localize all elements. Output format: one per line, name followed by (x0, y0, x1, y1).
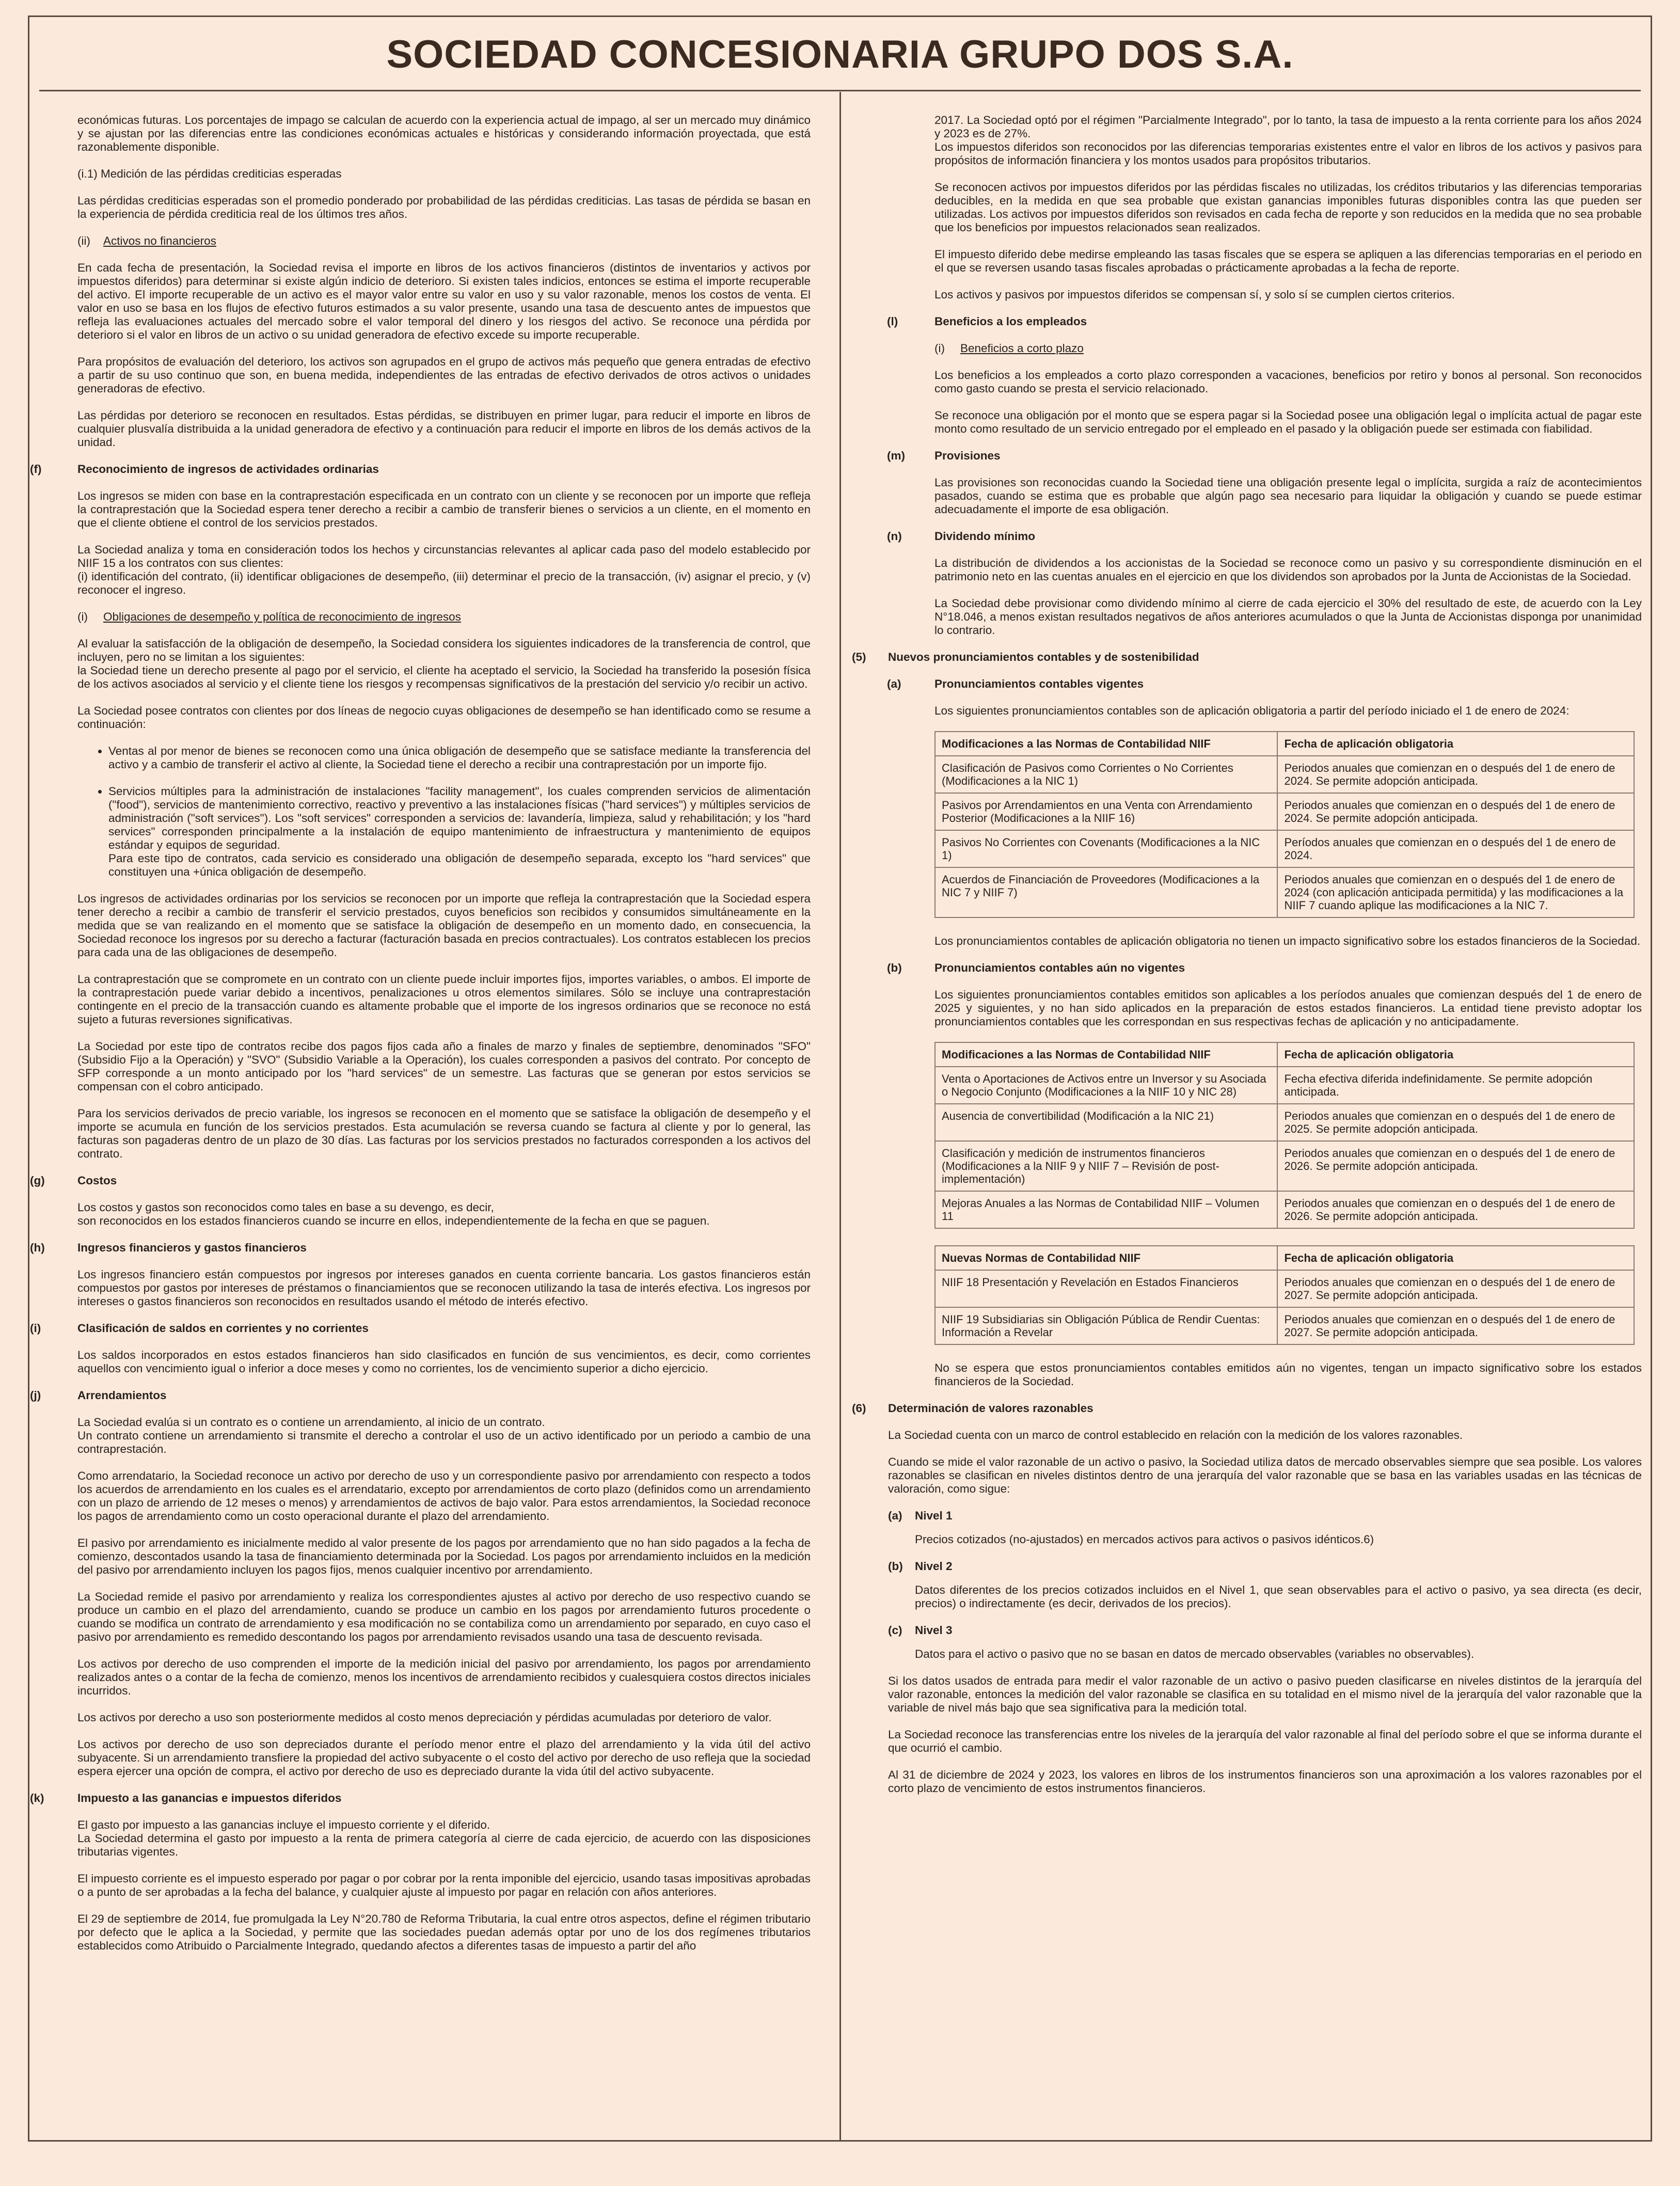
paragraph: Los pronunciamientos contables de aplicación obligatoria no tienen un impacto significativo sobre los estados financieros de la Sociedad. (934, 934, 1641, 947)
paragraph: Los siguientes pronunciamientos contables son de aplicación obligatoria a partir del período iniciado el 1 de enero de 2024: (934, 704, 1570, 717)
paragraph: Al 31 de diciembre de 2024 y 2023, los valores en libros de los instrumentos financieros son una aproximación a los valores razonables por el corto plazo de vencimiento de estos instrumentos financieros. (888, 1768, 1642, 1795)
section-heading-j (30, 1389, 811, 1402)
section-heading-i (30, 1322, 811, 1335)
level-label: (a) (888, 1509, 902, 1522)
level-3-heading (888, 1624, 1642, 1637)
section-title: Ingresos financieros y gastos financieros (77, 1241, 307, 1254)
paragraph: Los activos y pasivos por impuestos diferidos se compensan sí, y solo sí se cumplen ciertos criterios. (934, 288, 1455, 301)
section-title: Pronunciamientos contables vigentes (934, 677, 1144, 690)
table-row (935, 1270, 1634, 1307)
table-row (935, 867, 1634, 917)
paragraph (77, 637, 811, 691)
section-label: (5) (852, 651, 866, 663)
paragraph (77, 1201, 811, 1228)
section-title: Beneficios a los empleados (934, 315, 1087, 328)
paragraph: La Sociedad cuenta con un marco de control establecido en relación con la medición de los valores razonables. (888, 1429, 1463, 1442)
paragraph-line: Un contrato contiene un arrendamiento si transmite el derecho a controlar el uso de un activo identificado por un periodo a cambio de una contraprestación. (77, 1429, 811, 1455)
table-new-standards (934, 1245, 1635, 1345)
level-2-heading (888, 1560, 1642, 1573)
paragraph-line: 2017. La Sociedad optó por el régimen "Parcialmente Integrado", por lo tanto, la tasa de impuesto a la renta corriente para los años 2024 y 2023 es de 27%. (934, 114, 1642, 140)
page-title: SOCIEDAD CONCESIONARIA GRUPO DOS S.A. (386, 33, 1294, 76)
table-row (935, 1191, 1634, 1228)
paragraph (77, 1818, 811, 1859)
subheading: (i.1) Medición de las pérdidas crediticias esperadas (77, 167, 342, 180)
paragraph-line: Los impuestos diferidos son reconocidos por las diferencias temporarias existentes entre el valor en libros de los activos y pasivos para propósitos de información financiera y los montos usados para propósitos tributarios. (934, 140, 1642, 167)
table-row (935, 1104, 1634, 1141)
section-label: (a) (887, 677, 901, 690)
left-column (30, 114, 811, 1966)
table-cell: Fecha efectiva diferida indefinidamente. Se permite adopción anticipada. (1277, 1067, 1634, 1104)
section-heading-k (30, 1792, 811, 1805)
subheading-text: Activos no financieros (103, 234, 216, 247)
table-row (935, 793, 1634, 830)
section-label: (b) (887, 961, 902, 974)
section-heading-b (887, 961, 1642, 975)
paragraph-line: Al evaluar la satisfacción de la obligación de desempeño, la Sociedad considera los siguientes indicadores de la transferencia de control, que incluyen, pero no se limitan a los siguientes: (77, 637, 811, 663)
paragraph: Los activos por derecho de uso comprenden el importe de la medición inicial del pasivo por arrendamiento, los pagos por arrendamiento realizados antes o a contar de la fecha de comienzo, menos los incentivos de arrendamiento recibidos y cualesquiera costos directos iniciales incurridos. (77, 1657, 811, 1697)
bullet-list (77, 744, 811, 879)
paragraph-line: La Sociedad evalúa si un contrato es o contiene un arrendamiento, al inicio de un contrato. (77, 1416, 545, 1429)
table-cell: Periodos anuales que comienzan en o después del 1 de enero de 2027. Se permite adopción anticipada. (1277, 1270, 1634, 1307)
paragraph: La Sociedad debe provisionar como dividendo mínimo al cierre de cada ejercicio el 30% del resultado de este, de acuerdo con la Ley N°18.046, a menos existan resultados negativos de años anteriores acumulados o que la Junta de Accionistas disponga por unanimidad lo contrario. (934, 597, 1642, 637)
table-cell: Periodos anuales que comienzan en o después del 1 de enero de 2024 (con aplicación anticipada permitida) y las modificaciones a la NIIF 7 cuando aplique las modificaciones a la NIC 7. (1277, 867, 1634, 917)
section-label: (f) (30, 463, 42, 476)
section-label: (g) (30, 1174, 45, 1187)
list-item: • Ventas al por menor de bienes se reconocen como una única obligación de desempeño que se satisface mediante la transferencia del activo y a cambio de transferir el activo al cliente, la Sociedad tiene el derecho a recibir una contraprestación por un importe fijo. (108, 744, 811, 771)
section-title: Pronunciamientos contables aún no vigentes (934, 961, 1185, 974)
paragraph: económicas futuras. Los porcentajes de impago se calculan de acuerdo con la experiencia actual de impago, al ser un mercado muy dinámico y se ajustan por las diferencias entre las condiciones económicas actuales e históricas y considerando información proyectada, que está razonablemente disponible. (77, 114, 811, 153)
paragraph: El pasivo por arrendamiento es inicialmente medido al valor presente de los pagos por arrendamiento que no han sido pagados a la fecha de comienzo, descontados usando la tasa de financiamiento determinada por la Sociedad. Los pagos por arrendamiento incluidos en la medición del pasivo por arrendamiento incluyen los pagos fijos, menos cualquier incentivo por arrendamiento. (77, 1536, 811, 1576)
paragraph: Las provisiones son reconocidas cuando la Sociedad tiene una obligación presente legal o implícita, surgida a raíz de acontecimientos pasados, cuando se estima que es probable que algún pago sea necesario para liquidar la obligación y cuando se puede estimar adecuadamente el importe de esa obligación. (934, 476, 1642, 516)
paragraph: El impuesto corriente es el impuesto esperado por pagar o por cobrar por la renta imponible del ejercicio, usando tasas impositivas aprobadas o a punto de ser aprobadas a la fecha del balance, y cualquier ajuste al impuesto por pagar en relación con años anteriores. (77, 1872, 811, 1898)
table-row (935, 1067, 1634, 1104)
section-heading-n (887, 530, 1642, 543)
paragraph: En cada fecha de presentación, la Sociedad revisa el importe en libros de los activos financieros (distintos de inventarios y activos por impuestos diferidos) para determinar si existe algún indicio de deterioro. Si existen tales indicios, entonces se estima el importe recuperable del activo. El importe recuperable de un activo es el mayor valor entre su valor en uso y su valor razonable, menos los costos de venta. El valor en uso se basa en los flujos de efectivo futuros estimados a su valor presente, usando una tasa de descuento antes de impuestos que refleja las evaluaciones actuales del mercado sobre el valor temporal del dinero y los riesgos del activo. Se reconoce una pérdida por deterioro si el valor en libros de un activo o su unidad generadora de efectivo excede su importe recuperable. (77, 261, 811, 341)
section-title: Provisiones (934, 449, 1001, 462)
table-cell: Periodos anuales que comienzan en o después del 1 de enero de 2024. Se permite adopción anticipada. (1277, 793, 1634, 830)
table-upcoming-amendments (934, 1042, 1635, 1229)
paragraph: Se reconoce una obligación por el monto que se espera pagar si la Sociedad posee una obligación legal o implícita actual de pagar este monto como resultado de un servicio entregado por el empleado en el pasado y la obligación puede ser estimada con fiabilidad. (934, 409, 1642, 435)
table-row (935, 1307, 1634, 1344)
paragraph: Los ingresos financiero están compuestos por ingresos por intereses ganados en cuenta corriente bancaria. Los gastos financieros están compuestos por gastos por intereses de préstamos o financiamientos que se reconocen utilizando la tasa de interés efectiva. Los ingresos por intereses o gastos financieros son reconocidos en resultados usando el método de interés efectivo. (77, 1268, 811, 1308)
table-current-pronouncements (934, 731, 1635, 918)
paragraph-line: (i) identificación del contrato, (ii) identificar obligaciones de desempeño, (iii) determinar el precio de la transacción, (iv) asignar el precio, y (v) reconocer el ingreso. (77, 570, 811, 596)
table-cell: Periodos anuales que comienzan en o después del 1 de enero de 2026. Se permite adopción anticipada. (1277, 1141, 1634, 1191)
right-lower-block (852, 1429, 1642, 1795)
paragraph: Las pérdidas crediticias esperadas son el promedio ponderado por probabilidad de las pérdidas crediticias. Las tasas de pérdida se basan en la experiencia de pérdida crediticia real de los últimos tres años. (77, 194, 811, 220)
table-cell: Períodos anuales que comienzan en o después del 1 de enero de 2024. (1277, 830, 1634, 867)
table-header-row (935, 732, 1634, 756)
section-heading-l (887, 315, 1642, 328)
table-header-cell: Fecha de aplicación obligatoria (1277, 732, 1634, 756)
table-header-cell: Modificaciones a las Normas de Contabilidad NIIF (935, 732, 1277, 756)
section-label: (m) (887, 449, 905, 462)
level-label: (c) (888, 1624, 902, 1637)
level-title: Nivel 2 (915, 1560, 953, 1573)
paragraph-line: El gasto por impuesto a las ganancias incluye el impuesto corriente y el diferido. (77, 1818, 490, 1831)
subheading-text: Beneficios a corto plazo (960, 342, 1084, 355)
table-cell: Pasivos No Corrientes con Covenants (Modificaciones a la NIC 1) (935, 830, 1277, 867)
subheading-performance (77, 610, 811, 624)
right-column (852, 114, 1642, 1809)
table-header-cell: Fecha de aplicación obligatoria (1277, 1246, 1634, 1270)
list-item-text: Para este tipo de contratos, cada servicio es considerado una obligación de desempeño separada, excepto los "hard services" que constituyen una +única obligación de desempeño. (108, 852, 811, 878)
paragraph-line: La Sociedad determina el gasto por impuesto a la renta de primera categoría al cierre de cada ejercicio, de acuerdo con las disposiciones tributarias vigentes. (77, 1832, 811, 1858)
section-heading-h (30, 1241, 811, 1255)
paragraph: Como arrendatario, la Sociedad reconoce un activo por derecho de uso y un correspondiente pasivo por arrendamiento con respecto a todos los acuerdos de arrendamiento en los cuales es el arrendatario, excepto por arrendamientos de corto plazo (definidos como un arrendamiento con un plazo de arriendo de 12 meses o menos) y arrendamientos de activos de bajo valor. Para estos arrendamientos, la Sociedad reconoce los pagos de arrendamiento como un costo operacional durante el plazo del arrendamiento. (77, 1469, 811, 1523)
table-cell: Periodos anuales que comienzan en o después del 1 de enero de 2024. Se permite adopción anticipada. (1277, 756, 1634, 793)
table-cell: Periodos anuales que comienzan en o después del 1 de enero de 2025. Se permite adopción anticipada. (1277, 1104, 1634, 1141)
table-cell: Periodos anuales que comienzan en o después del 1 de enero de 2027. Se permite adopción anticipada. (1277, 1307, 1634, 1344)
table-row (935, 1141, 1634, 1191)
level-title: Nivel 1 (915, 1509, 953, 1522)
paragraph (77, 543, 811, 597)
paragraph-line: la Sociedad tiene un derecho presente al pago por el servicio, el cliente ha aceptado el servicio, la Sociedad ha transferido la posesión física de los activos asociados al servicio y el cliente tiene los riesgos y recompensas significativos de la prestación del servicio y/o recibir un activo. (77, 664, 811, 690)
paragraph: Los ingresos se miden con base en la contraprestación especificada en un contrato con un cliente y se reconocen por un importe que refleja la contraprestación que la Sociedad espera tener derecho a recibir a cambio de transferir bienes o servicios a un cliente, en el momento en que el cliente obtiene el control de los servicios prestados. (77, 489, 811, 529)
subheading-label: (i) (934, 342, 945, 355)
level-1-heading (888, 1509, 1642, 1523)
table-header-row (935, 1246, 1634, 1270)
section-heading-5 (852, 651, 1642, 664)
table-header-cell: Nuevas Normas de Contabilidad NIIF (935, 1246, 1277, 1270)
table-header-cell: Modificaciones a las Normas de Contabilidad NIIF (935, 1042, 1277, 1067)
paragraph: La distribución de dividendos a los accionistas de la Sociedad se reconoce como un pasivo y su correspondiente disminución en el patrimonio neto en las cuentas anuales en el ejercicio en que los dividendos son aprobados por la Junta de Accionistas de la Sociedad. (934, 557, 1642, 583)
paragraph: Se reconocen activos por impuestos diferidos por las pérdidas fiscales no utilizadas, los créditos tributarios y las diferencias temporarias deducibles, en la medida en que sea probable que existan ganancias imponibles futuras disponibles contra las que pueden ser utilizadas. Los activos por impuestos diferidos son revisados en cada fecha de reporte y son reducidos en la medida que no sea probable que los beneficios por impuestos relacionados sean realizados. (934, 181, 1642, 234)
paragraph: Los beneficios a los empleados a corto plazo corresponden a vacaciones, beneficios por retiro y bonos al personal. Son reconocidos como gasto cuando se presta el servicio relacionado. (934, 369, 1642, 395)
section-label: (i) (30, 1322, 41, 1335)
paragraph-line: son reconocidos en los estados financieros cuando se incurre en ellos, independientemente de la fecha en que se paguen. (77, 1214, 710, 1227)
subheading-label: (ii) (77, 234, 90, 247)
paragraph: La Sociedad por este tipo de contratos recibe dos pagos fijos cada año a finales de marzo y finales de septiembre, denominados "SFO" (Subsidio Fijo a la Operación) y "SVO" (Subsidio Variable a la Operación), los cuales corresponden a pasivos del contrato. Por concepto de SFP corresponde a un monto anticipado por los "hard services" de un semestre. Las facturas que se generan por estos servicios se compensan con el cobro anticipado. (77, 1040, 811, 1093)
section-heading-a (887, 677, 1642, 691)
table-header-cell: Fecha de aplicación obligatoria (1277, 1042, 1634, 1067)
level-label: (b) (888, 1560, 903, 1573)
subheading-text: Obligaciones de desempeño y política de reconocimiento de ingresos (103, 610, 461, 623)
paragraph: Para los servicios derivados de precio variable, los ingresos se reconocen en el momento que se satisface la obligación de desempeño y el importe se acumula en función de los servicios prestados. Esta acumulación se reversa cuando se factura al cliente y por lo general, las facturas son pagaderas dentro de un plazo de 30 días. Las facturas por los servicios prestados no facturados corresponden a los activos del contrato. (77, 1107, 811, 1160)
table-cell: NIIF 19 Subsidiarias sin Obligación Pública de Rendir Cuentas: Información a Revelar (935, 1307, 1277, 1344)
list-item (108, 785, 811, 879)
right-upper-block (852, 114, 1642, 637)
paragraph: Para propósitos de evaluación del deterioro, los activos son agrupados en el grupo de activos más pequeño que genera entradas de efectivo a partir de su uso continuo que son, en buena medida, independientes de las entradas de efectivo derivados de otros activos o unidades generadoras de efectivo. (77, 355, 811, 395)
section-label: (l) (887, 315, 898, 328)
paragraph: Datos diferentes de los precios cotizados incluidos en el Nivel 1, que sean observables para el activo o pasivo, ya sea directa (es decir, precios) o indirectamente (es decir, derivados de los precios). (915, 1583, 1642, 1610)
paragraph: Las pérdidas por deterioro se reconocen en resultados. Estas pérdidas, se distribuyen en primer lugar, para reducir el importe en libros de cualquier plusvalía distribuida a la unidad generadora de efectivo y a continuación para reducir el importe en libros de los demás activos de la unidad. (77, 409, 811, 449)
section-label: (6) (852, 1402, 866, 1415)
paragraph: Si los datos usados de entrada para medir el valor razonable de un activo o pasivo pueden clasificarse en niveles distintos de la jerarquía del valor razonable, entonces la medición del valor razonable se clasifica en su totalidad en el mismo nivel de la jerarquía del valor razonable que la variable de nivel más bajo que sea significativa para la medición total. (888, 1674, 1642, 1714)
paragraph: El 29 de septiembre de 2014, fue promulgada la Ley N°20.780 de Reforma Tributaria, la cual entre otros aspectos, define el régimen tributario por defecto que le aplica a la Sociedad, y permite que las sociedades puedan además optar por uno de los dos regímenes tributarios establecidos como Atribuido o Parcialmente Integrado, quedando afectos a diferentes tasas de impuesto a partir del año (77, 1912, 811, 1952)
section-title: Costos (77, 1174, 117, 1187)
section-heading-m (887, 449, 1642, 463)
column-divider (839, 92, 841, 2141)
paragraph: Los activos por derecho a uso son posteriormente medidos al costo menos depreciación y pérdidas acumuladas por deterioro de valor. (77, 1711, 772, 1724)
list-item-text: Servicios múltiples para la administración de instalaciones "facility management", los cuales comprenden servicios de alimentación ("food"), servicios de mantenimiento correctivo, reactivo y preventivo a las instalaciones físicas ("hard services") y múltiples servicios de administración ("soft services"). Los "soft services" corresponden a servicios de: lavandería, limpieza, salud y rehabilitación; y los "hard services" corresponden principalmente a la instalación de equipo mantenimiento de infraestructura y mantenimiento de equipos estándar y equipos de seguridad. (108, 785, 811, 851)
table-cell: Periodos anuales que comienzan en o después del 1 de enero de 2026. Se permite adopción anticipada. (1277, 1191, 1634, 1228)
section-title: Reconocimiento de ingresos de actividades ordinarias (77, 463, 379, 476)
paragraph-line: Los costos y gastos son reconocidos como tales en base a su devengo, es decir, (77, 1201, 494, 1214)
right-middle-block (852, 677, 1642, 1388)
paragraph: La Sociedad reconoce las transferencias entre los niveles de la jerarquía del valor razonable al final del período sobre el que se informa durante el que ocurrió el cambio. (888, 1728, 1642, 1754)
paragraph: Cuando se mide el valor razonable de un activo o pasivo, la Sociedad utiliza datos de mercado observables siempre que sea posible. Los valores razonables se clasifican en niveles distintos dentro de una jerarquía del valor razonable que se basa en las variables usadas en las técnicas de valoración, como sigue: (888, 1455, 1642, 1495)
paragraph: La Sociedad remide el pasivo por arrendamiento y realiza los correspondientes ajustes al activo por derecho de uso respectivo cuando se produce un cambio en el plazo del arrendamiento, cuando se produce un cambio en los pagos por arrendamiento futuros procedente o cuando se modifica un contrato de arrendamiento y esa modificación no se contabiliza como un arrendamiento por separado, en cuyo caso el pasivo por arrendamiento es remedido descontando los pagos por arrendamiento revisados usando una tasa de descuento revisada. (77, 1590, 811, 1643)
table-cell: Acuerdos de Financiación de Proveedores (Modificaciones a la NIC 7 y NIIF 7) (935, 867, 1277, 917)
subheading-short-term (934, 342, 1642, 355)
paragraph: Los ingresos de actividades ordinarias por los servicios se reconocen por un importe que refleja la contraprestación que la Sociedad espera tener derecho a recibir a cambio de transferir el servicio prestados, cuyos beneficios son recibidos y consumidos simultáneamente en la medida que se van realizando en el momento que se satisface la obligación de desempeño en un momento dado, en consecuencia, la Sociedad reconoce los ingresos por su derecho a facturar (facturación basada en precios contractuales). Los contratos establecen los precios para cada una de las obligaciones de desempeño. (77, 892, 811, 959)
table-cell: Venta o Aportaciones de Activos entre un Inversor y su Asociada o Negocio Conjunto (Modificaciones a la NIIF 10 y NIC 28) (935, 1067, 1277, 1104)
subheading-label: (i) (77, 610, 88, 623)
table-row (935, 830, 1634, 867)
table-cell: NIIF 18 Presentación y Revelación en Estados Financieros (935, 1270, 1277, 1307)
paragraph: La Sociedad posee contratos con clientes por dos líneas de negocio cuyas obligaciones de desempeño se han identificado como se resume a continuación: (77, 704, 811, 731)
paragraph: No se espera que estos pronunciamientos contables emitidos aún no vigentes, tengan un impacto significativo sobre los estados financieros de la Sociedad. (934, 1361, 1642, 1388)
section-label: (n) (887, 530, 902, 543)
paragraph-line: La Sociedad analiza y toma en consideración todos los hechos y circunstancias relevantes al aplicar cada paso del modelo establecido por NIIF 15 a los contratos con sus clientes: (77, 543, 811, 569)
paragraph: Datos para el activo o pasivo que no se basan en datos de mercado observables (variables no observables). (915, 1648, 1475, 1660)
section-title: Dividendo mínimo (934, 530, 1036, 543)
table-cell: Pasivos por Arrendamientos en una Venta con Arrendamiento Posterior (Modificaciones a la NIIF 16) (935, 793, 1277, 830)
paragraph: La contraprestación que se compromete en un contrato con un cliente puede incluir importes fijos, importes variables, o ambos. El importe de la contraprestación puede variar debido a incentivos, penalizaciones u otros elementos similares. Sólo se incluye una contraprestación contingente en el precio de la transacción cuando es altamente probable que el importe de los ingresos ordinarios que se reconoce no está sujeto a futuras reversiones significativas. (77, 973, 811, 1026)
section-title: Determinación de valores razonables (888, 1402, 1093, 1415)
table-header-row (935, 1042, 1634, 1067)
table-cell: Ausencia de convertibilidad (Modificación a la NIC 21) (935, 1104, 1277, 1141)
section-title: Nuevos pronunciamientos contables y de sostenibilidad (888, 651, 1199, 663)
paragraph (934, 114, 1642, 167)
paragraph: Los siguientes pronunciamientos contables emitidos son aplicables a los períodos anuales que comienzan después del 1 de enero de 2025 y siguientes, y no han sido aplicados en la preparación de estos estados financieros. La entidad tiene previsto adoptar los pronunciamientos contables que les correspondan en sus respectivas fechas de aplicación y no anticipadamente. (934, 988, 1642, 1028)
subheading-non-financial (77, 234, 811, 248)
section-title: Clasificación de saldos en corrientes y no corrientes (77, 1322, 369, 1335)
section-heading-6 (852, 1402, 1642, 1415)
paragraph: Los activos por derecho de uso son depreciados durante el período menor entre el plazo del arrendamiento y la vida útil del activo subyacente. Si un arrendamiento transfiere la propiedad del activo subyacente o el costo del activo por derecho de uso refleja que la sociedad espera ejercer una opción de compra, el activo por derecho de uso es depreciado durante la vida útil del activo subyacente. (77, 1738, 811, 1778)
table-cell: Mejoras Anuales a las Normas de Contabilidad NIIF – Volumen 11 (935, 1191, 1277, 1228)
title-rule (39, 90, 1641, 91)
section-heading-g (30, 1174, 811, 1187)
section-label: (j) (30, 1389, 41, 1402)
level-title: Nivel 3 (915, 1624, 953, 1637)
section-title: Impuesto a las ganancias e impuestos diferidos (77, 1792, 342, 1804)
section-heading-f (30, 463, 811, 476)
section-title: Arrendamientos (77, 1389, 167, 1402)
table-cell: Clasificación y medición de instrumentos financieros (Modificaciones a la NIIF 9 y NIIF 7 – Revisión de post-implementación) (935, 1141, 1277, 1191)
paragraph: El impuesto diferido debe medirse empleando las tasas fiscales que se espera se apliquen a las diferencias temporarias en el periodo en el que se reversen usando tasas fiscales aprobadas o prácticamente aprobadas a la fecha de reporte. (934, 248, 1642, 274)
paragraph (77, 1416, 811, 1456)
paragraph: Los saldos incorporados en estos estados financieros han sido clasificados en función de sus vencimientos, es decir, como corrientes aquellos con vencimiento igual o inferior a doce meses y como no corrientes, los de vencimiento superior a dicho ejercicio. (77, 1349, 811, 1375)
section-label: (k) (30, 1792, 44, 1804)
table-row (935, 756, 1634, 793)
section-label: (h) (30, 1241, 45, 1254)
table-cell: Clasificación de Pasivos como Corrientes o No Corrientes (Modificaciones a la NIC 1) (935, 756, 1277, 793)
paragraph: Precios cotizados (no-ajustados) en mercados activos para activos o pasivos idénticos.6) (915, 1533, 1374, 1546)
